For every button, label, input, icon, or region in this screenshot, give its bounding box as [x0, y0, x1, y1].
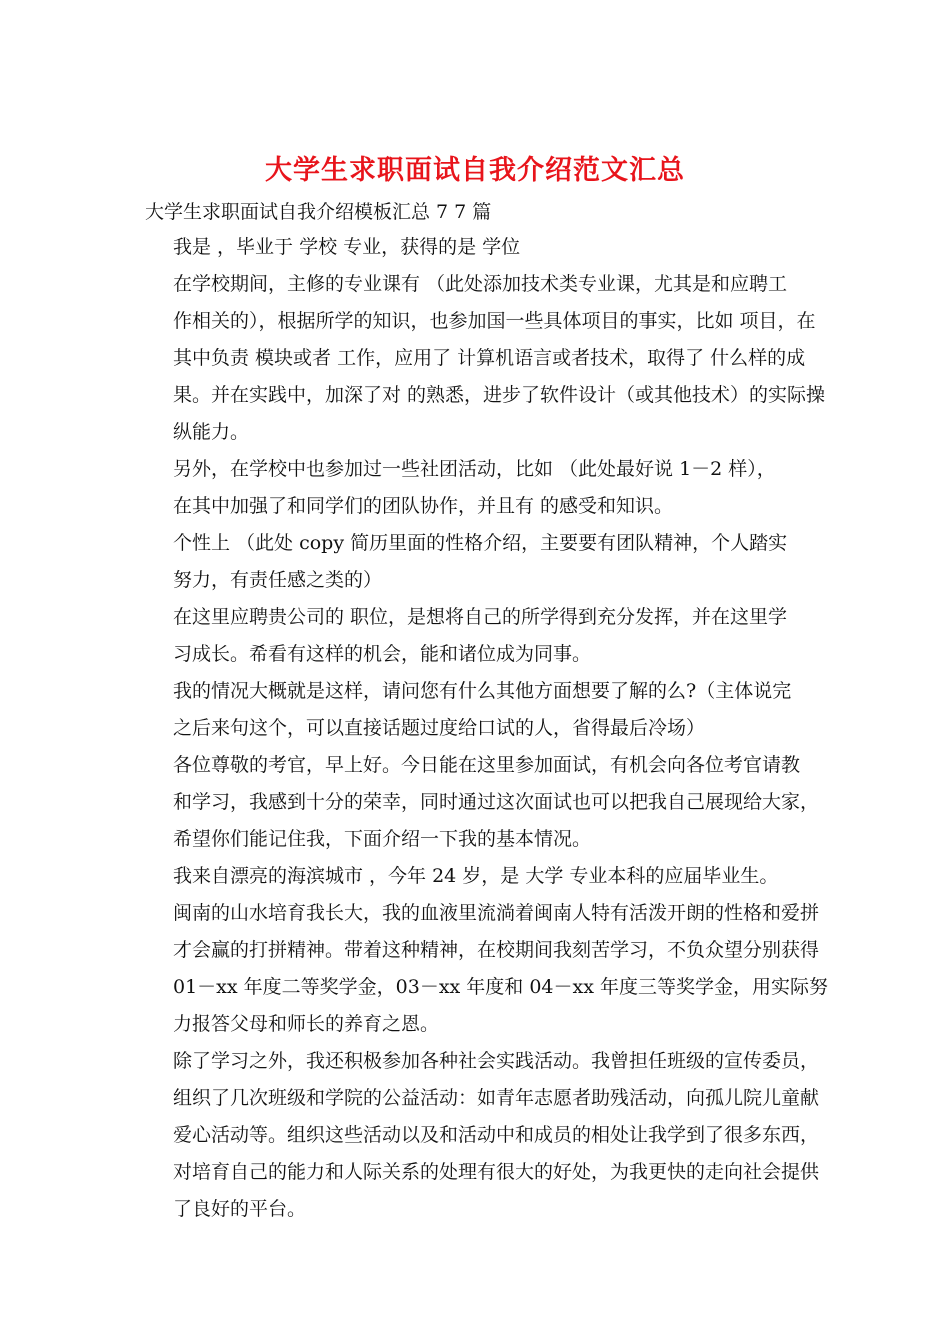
- paragraph-line: 和学习，我感到十分的荣幸，同时通过这次面试也可以把我自己展现给大家，: [173, 791, 820, 813]
- paragraph-line: 对培育自己的能力和人际关系的处理有很大的好处，为我更快的走向社会提供: [173, 1161, 820, 1183]
- document-subtitle: 大学生求职面试自我介绍模板汇总 7 7 篇: [145, 201, 492, 223]
- paragraph-line: 我的情况大概就是这样，请问您有什么其他方面想要了解的么?（主体说完: [173, 680, 792, 702]
- paragraph-line: 个性上 （此处 copy 简历里面的性格介绍，主要要有团队精神，个人踏实: [173, 532, 788, 554]
- paragraph-line: 我是 ，毕业于 学校 专业，获得的是 学位: [173, 236, 521, 258]
- paragraph: [145, 451, 825, 525]
- paragraph: [145, 229, 825, 266]
- paragraph-line: 各位尊敬的考官，早上好。今日能在这里参加面试，有机会向各位考官请教: [173, 754, 801, 776]
- paragraph-line: 之后来句这个，可以直接话题过度给口试的人，省得最后冷场）: [173, 717, 706, 739]
- paragraph-line: 我来自漂亮的海滨城市 ，今年 24 岁，是 大学 专业本科的应届毕业生。: [173, 865, 779, 887]
- paragraph-line: 才会赢的打拼精神。带着这种精神，在校期间我刻苦学习，不负众望分别获得: [173, 939, 820, 961]
- paragraph-line: 爱心活动等。组织这些活动以及和活动中和成员的相处让我学到了很多东西，: [173, 1124, 820, 1146]
- paragraph-line: 果。并在实践中，加深了对 的熟悉，进步了软件设计（或其他技术）的实际操: [173, 384, 826, 406]
- paragraph: [145, 1043, 825, 1228]
- paragraph-line: 其中负责 模块或者 工作，应用了 计算机语言或者技术，取得了 什么样的成: [173, 347, 806, 369]
- paragraph-line: 习成长。希看有这样的机会，能和诸位成为同事。: [173, 643, 592, 665]
- paragraph-line: 除了学习之外，我还积极参加各种社会实践活动。我曾担任班级的宣传委员，: [173, 1050, 820, 1072]
- paragraph: [145, 599, 825, 673]
- paragraph-line: 努力，有责任感之类的）: [173, 569, 383, 591]
- paragraph-line: 纵能力。: [173, 421, 250, 443]
- paragraph: [145, 266, 825, 451]
- paragraph-line: 了良好的平台。: [173, 1198, 307, 1220]
- paragraph-line: 另外，在学校中也参加过一些社团活动，比如 （此处最好说 1－2 样），: [173, 458, 776, 480]
- paragraph-line: 希望你们能记住我，下面介绍一下我的基本情况。: [173, 828, 592, 850]
- paragraph: [145, 858, 828, 1043]
- paragraph-line: 闽南的山水培育我长大，我的血液里流淌着闽南人特有活泼开朗的性格和爱拼: [173, 902, 820, 924]
- document-title: 大学生求职面试自我介绍范文汇总: [265, 155, 685, 186]
- paragraph-line: 在学校期间，主修的专业课有 （此处添加技术类专业课，尤其是和应聘工: [173, 273, 788, 295]
- paragraph: [145, 673, 825, 747]
- paragraph-line: 组织了几次班级和学院的公益活动：如青年志愿者助残活动，向孤儿院儿童献: [173, 1087, 820, 1109]
- paragraph-line: 01－xx 年度二等奖学金，03－xx 年度和 04－xx 年度三等奖学金，用实际努: [173, 976, 828, 998]
- paragraph-line: 在其中加强了和同学们的团队协作，并且有 的感受和知识。: [173, 495, 674, 517]
- paragraph-line: 力报答父母和师长的养育之恩。: [173, 1013, 440, 1035]
- paragraph-line: 作相关的），根据所学的知识，也参加国一些具体项目的事实，比如 项目，在: [173, 310, 816, 332]
- document-body: [145, 229, 828, 1228]
- paragraph: [145, 747, 825, 858]
- paragraph-line: 在这里应聘贵公司的 职位，是想将自己的所学得到充分发挥，并在这里学: [173, 606, 788, 628]
- paragraph: [145, 525, 825, 599]
